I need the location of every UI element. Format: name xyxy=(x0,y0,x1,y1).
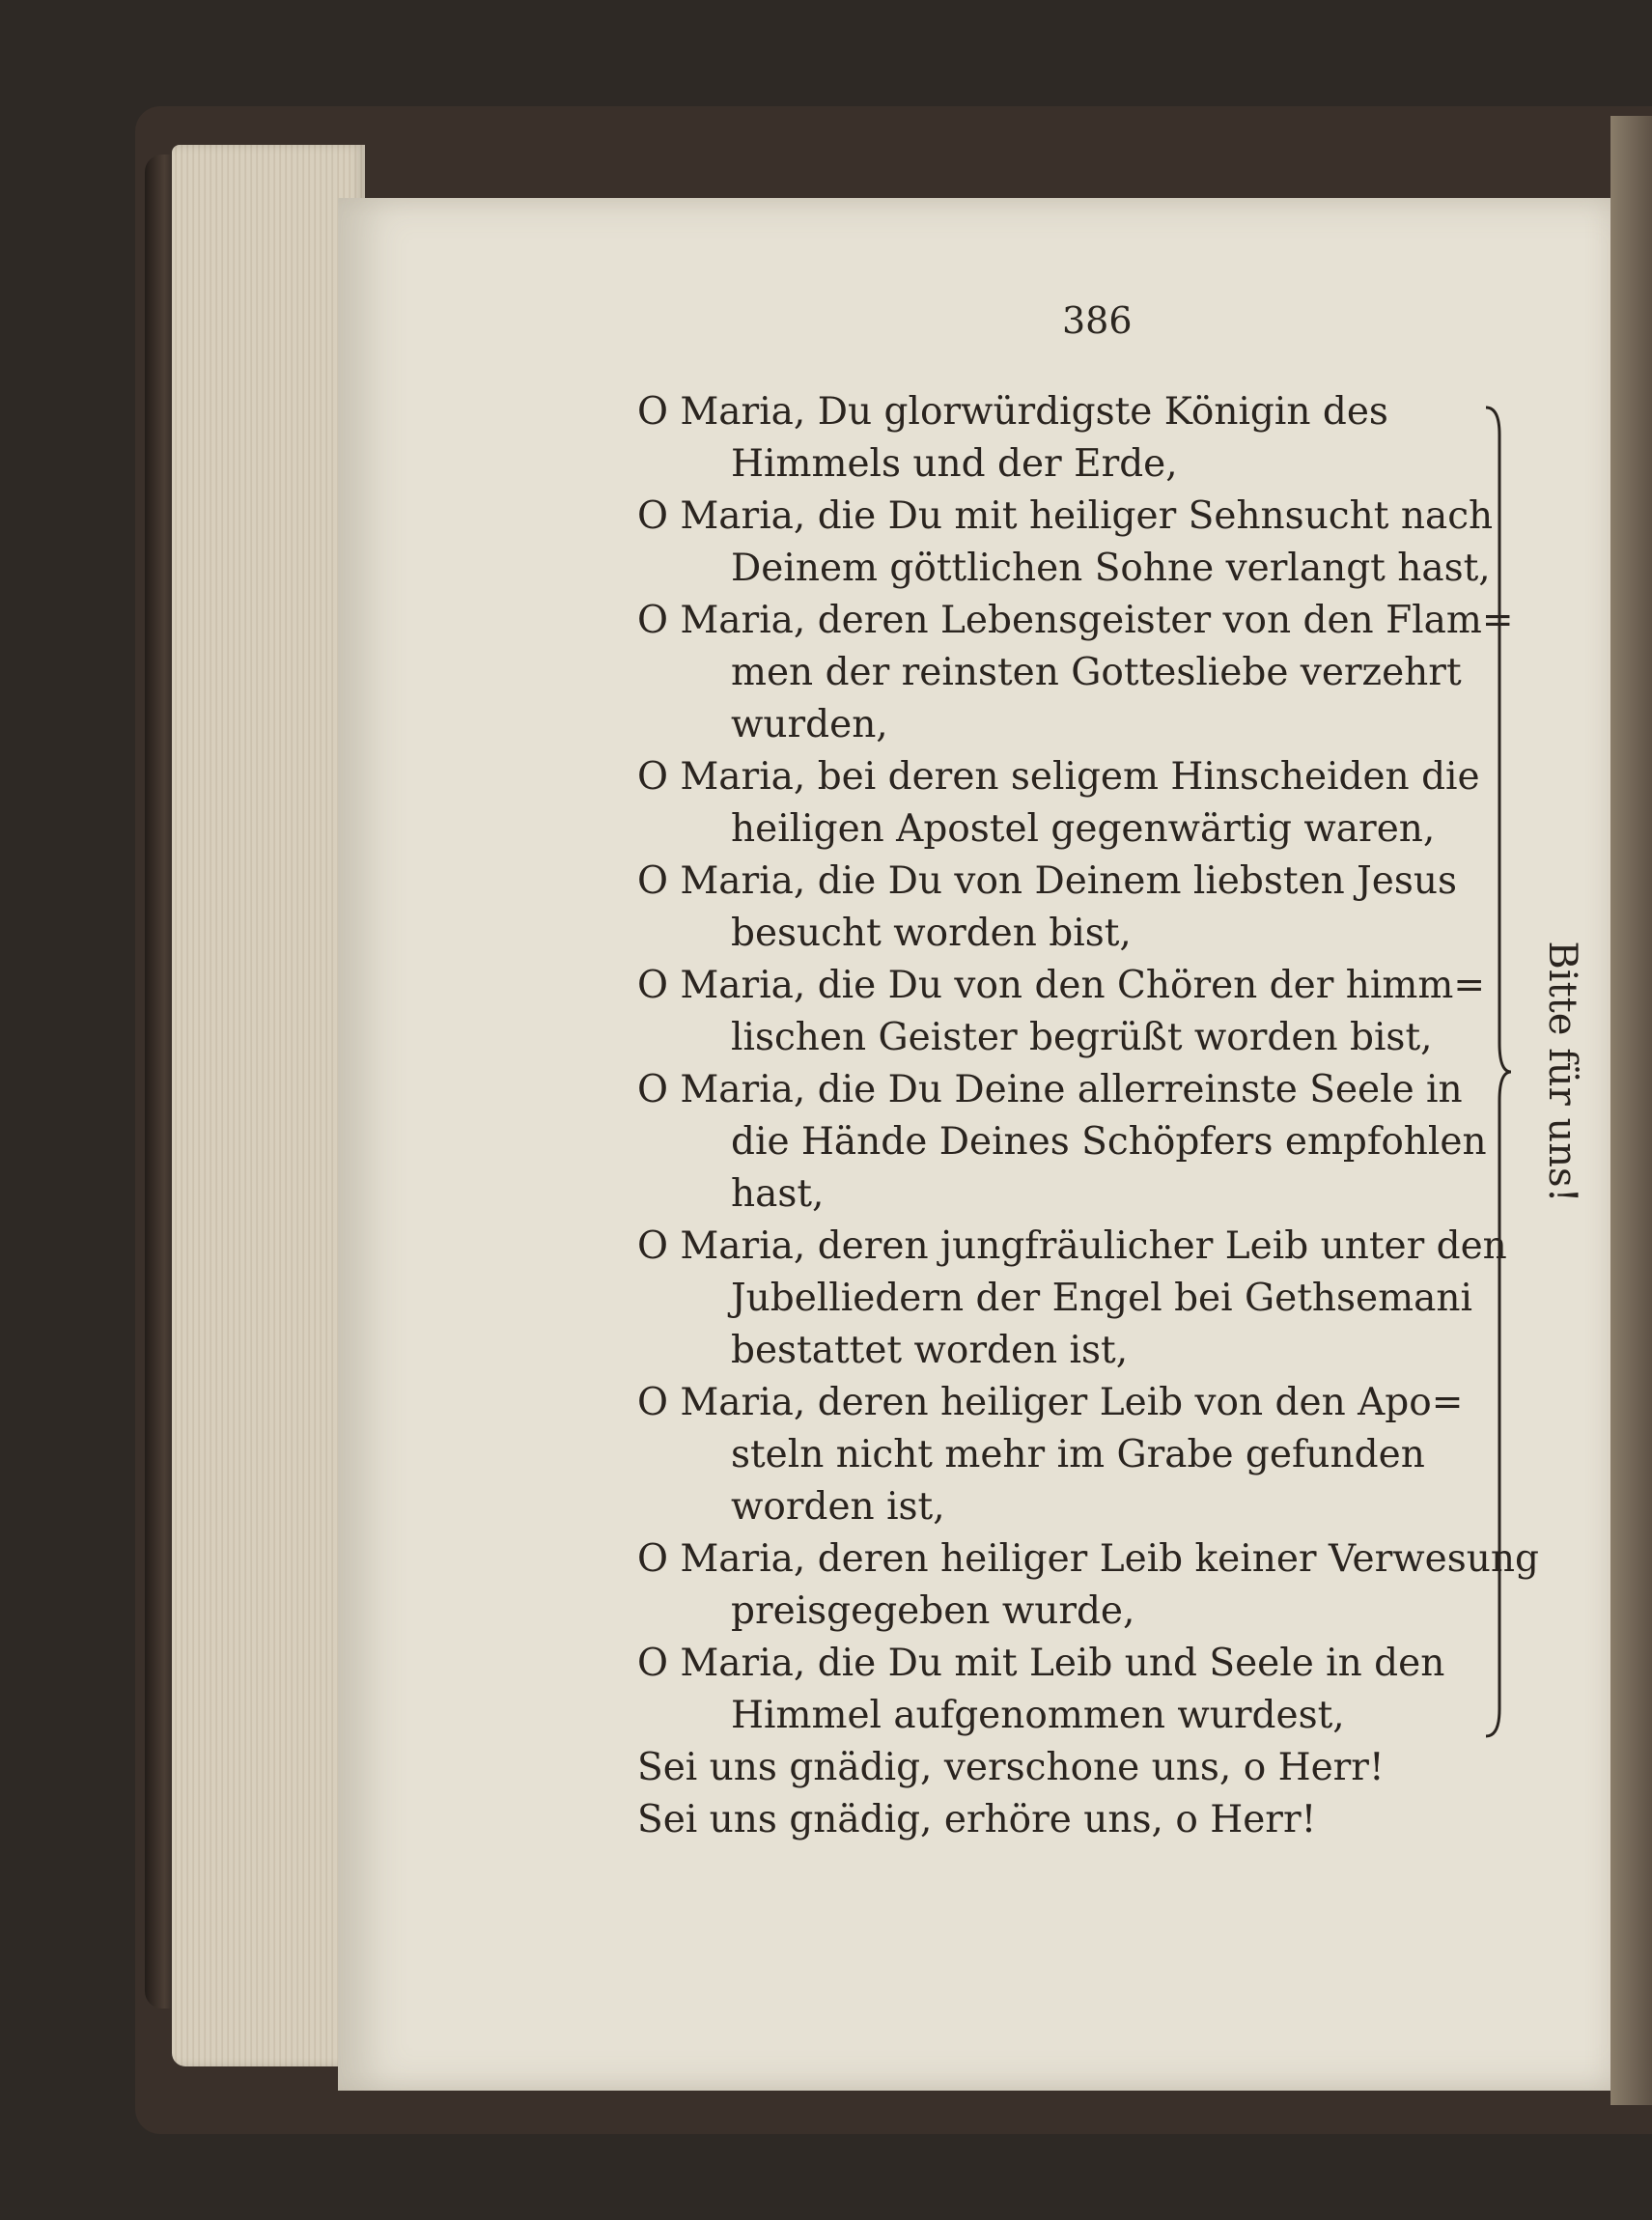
invocation-line: hast, xyxy=(731,1172,825,1216)
page-edges xyxy=(172,145,365,2066)
invocation-line: men der reinsten Gottesliebe verzehrt xyxy=(731,651,1462,694)
invocation-line: lischen Geister begrüßt worden bist, xyxy=(731,1016,1433,1059)
invocation xyxy=(637,1064,1487,1221)
invocation-line: O Maria, die Du mit heiliger Sehnsucht nach xyxy=(637,494,1494,538)
invocation-line: Himmels und der Erde, xyxy=(731,442,1178,486)
invocation-line: O Maria, die Du von den Chören der himm= xyxy=(637,964,1485,1007)
invocation xyxy=(637,1533,1539,1638)
closing-line: Sei uns gnädig, erhöre uns, o Herr! xyxy=(637,1798,1317,1841)
response-label: Bitte für uns! xyxy=(1540,941,1584,1203)
invocation xyxy=(637,1221,1507,1377)
invocation-line: O Maria, bei deren seligem Hinscheiden die xyxy=(637,755,1480,799)
invocation xyxy=(637,856,1468,960)
response-text xyxy=(1538,927,1586,1217)
invocation-line: O Maria, deren jungfräulicher Leib unter den xyxy=(637,1224,1507,1268)
invocation xyxy=(637,1638,1468,1742)
invocation-line: O Maria, deren heiliger Leib keiner Verwesung xyxy=(637,1537,1539,1581)
invocation xyxy=(637,1377,1468,1533)
invocation xyxy=(637,751,1480,856)
closing-line: Sei uns gnädig, verschone uns, o Herr! xyxy=(637,1746,1385,1789)
facing-page-edge xyxy=(1610,116,1652,2105)
invocation xyxy=(637,386,1468,491)
invocation xyxy=(637,960,1485,1064)
page-number: 386 xyxy=(1062,299,1133,342)
invocation-line: O Maria, die Du von Deinem liebsten Jesus xyxy=(637,859,1457,903)
invocation-line: O Maria, die Du mit Leib und Seele in den xyxy=(637,1642,1445,1685)
invocation-line: O Maria, Du glorwürdigste Königin des xyxy=(637,390,1388,434)
invocation-line: O Maria, deren heiliger Leib von den Apo= xyxy=(637,1381,1464,1424)
invocation-line: wurden, xyxy=(731,703,888,746)
curly-brace xyxy=(1484,406,1513,1738)
invocation-line: die Hände Deines Schöpfers empfohlen xyxy=(731,1120,1487,1164)
invocation-line: worden ist, xyxy=(731,1485,945,1529)
invocation-line: Deinem göttlichen Sohne verlangt hast, xyxy=(731,547,1491,590)
invocation xyxy=(637,595,1514,751)
invocation-line: besucht worden bist, xyxy=(731,912,1132,955)
invocation-line: O Maria, die Du Deine allerreinste Seele in xyxy=(637,1068,1463,1111)
invocation-line: Jubelliedern der Engel bei Gethsemani xyxy=(731,1277,1472,1320)
invocation-line: preisgegeben wurde, xyxy=(731,1589,1135,1633)
invocation xyxy=(637,491,1494,595)
litany-text xyxy=(637,386,1539,1846)
invocation-line: steln nicht mehr im Grabe gefunden xyxy=(731,1433,1425,1476)
invocation-line: bestattet worden ist, xyxy=(731,1329,1129,1372)
invocation-line: Himmel aufgenommen wurdest, xyxy=(731,1694,1345,1737)
invocation-line: heiligen Apostel gegenwärtig waren, xyxy=(731,807,1436,851)
invocation-line: O Maria, deren Lebensgeister von den Flam= xyxy=(637,599,1514,642)
